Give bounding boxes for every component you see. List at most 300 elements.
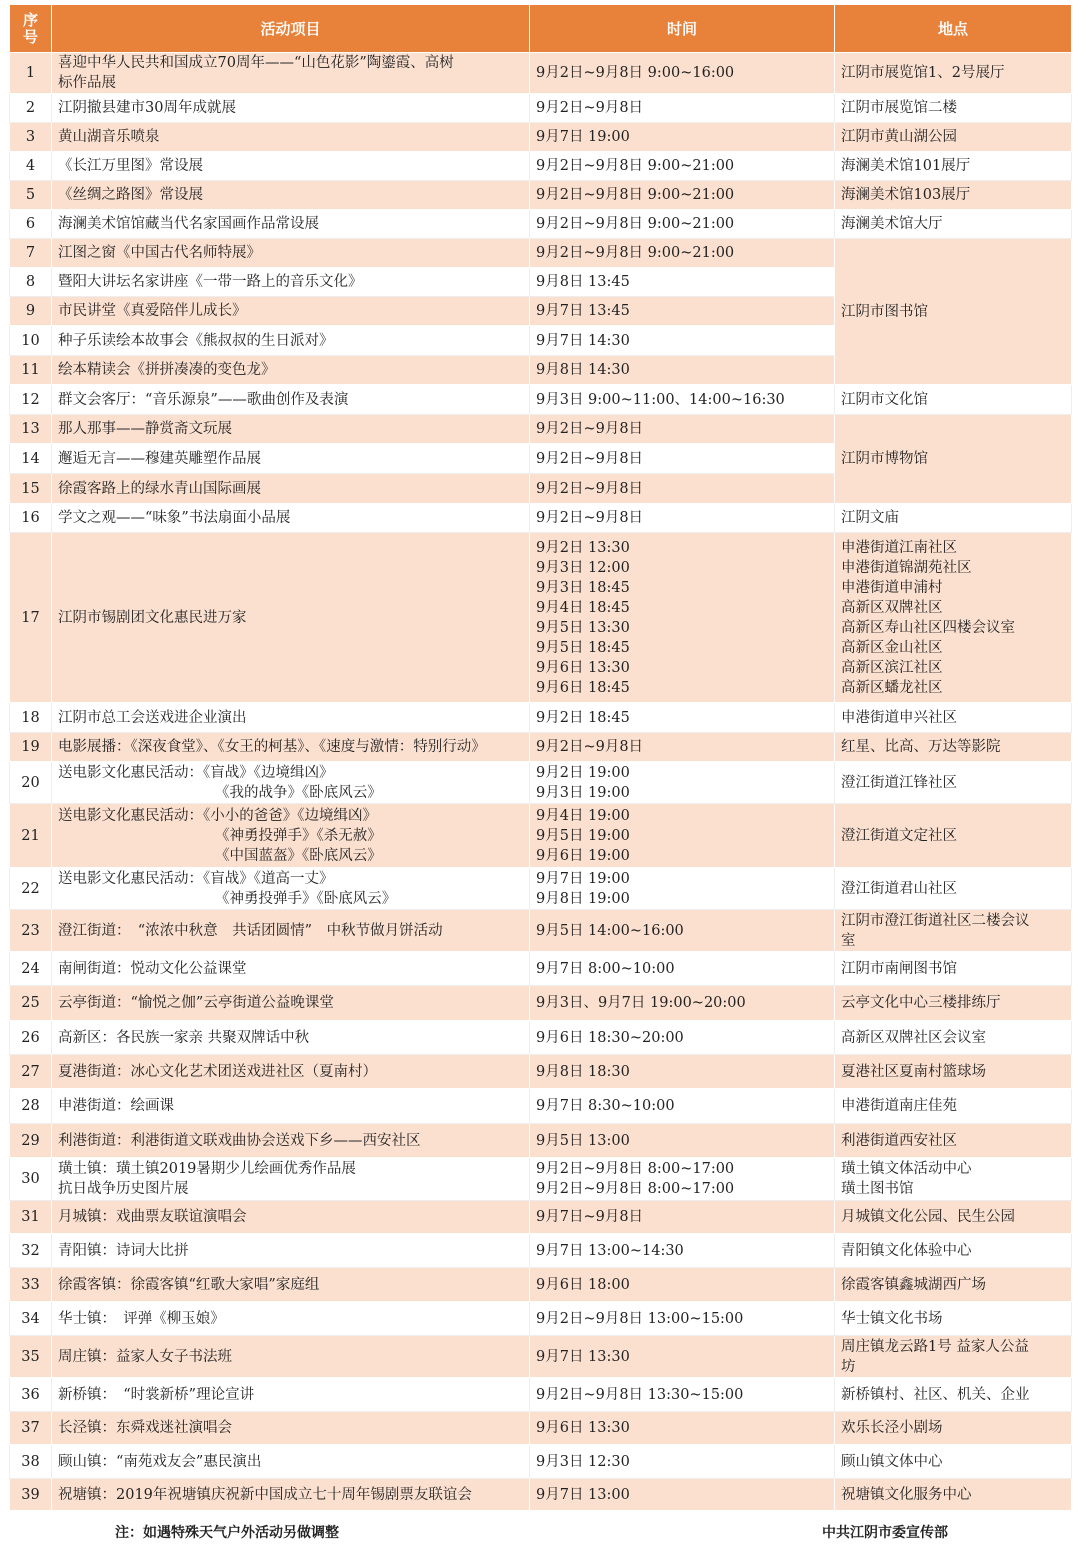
time-line: 9月7日 13:00	[536, 1486, 630, 1503]
activity-place	[835, 533, 1072, 703]
activity-time	[530, 356, 835, 385]
activity-time	[530, 123, 835, 152]
project-line: 群文会客厅：“音乐源泉”——歌曲创作及表演	[58, 391, 349, 408]
place-line: 海澜美术馆大厅	[841, 216, 943, 232]
activity-place	[835, 152, 1072, 181]
time-line: 9月3日 18:45	[536, 579, 630, 596]
row-number: 29	[10, 1124, 52, 1158]
place-line: 澄江街道君山社区	[841, 880, 957, 897]
place-line: 周庄镇龙云路1号 益家人公益	[841, 1338, 1029, 1355]
project-line: 华士镇： 评弹《柳玉娘》	[58, 1310, 225, 1327]
activity-time	[530, 1021, 835, 1055]
activity-place	[835, 762, 1072, 804]
place-line: 澄江街道江锋社区	[841, 774, 957, 791]
time-line: 9月2日 18:45	[536, 709, 630, 726]
activity-place	[835, 1055, 1072, 1089]
activity-project	[52, 1302, 530, 1336]
row-number: 3	[10, 123, 52, 152]
activity-place	[835, 733, 1072, 762]
time-line: 9月2日~9月8日	[536, 510, 644, 526]
activity-project	[52, 94, 530, 123]
project-line: 利港街道：利港街道文联戏曲协会送戏下乡——西安社区	[58, 1132, 421, 1149]
row-number: 35	[10, 1336, 52, 1378]
activity-place	[835, 1445, 1072, 1479]
activity-place	[835, 1124, 1072, 1158]
activity-place	[835, 1302, 1072, 1336]
time-line: 9月8日 19:00	[536, 890, 630, 907]
activity-time	[530, 1201, 835, 1234]
place-line: 江阴市展览馆二楼	[841, 100, 957, 116]
project-line: 祝塘镇：2019年祝塘镇庆祝新中国成立七十周年锡剧票友联谊会	[58, 1486, 472, 1503]
activity-place	[835, 1378, 1072, 1412]
project-line: 邂逅无言——穆建英雕塑作品展	[58, 450, 261, 467]
place-line: 坊	[841, 1358, 856, 1375]
place-line: 新桥镇村、社区、机关、企业	[841, 1386, 1030, 1403]
place-line: 室	[841, 932, 856, 949]
project-line: 江阴市总工会送戏进企业演出	[58, 709, 247, 726]
project-line: 抗日战争历史图片展	[58, 1181, 189, 1197]
table-row	[10, 181, 1072, 210]
table-row	[10, 1336, 1072, 1378]
activity-place	[835, 952, 1072, 986]
table-row	[10, 1412, 1072, 1445]
project-line: 海澜美术馆馆藏当代名家国画作品常设展	[58, 216, 319, 232]
row-number: 37	[10, 1412, 52, 1445]
activity-project	[52, 952, 530, 986]
table-row	[10, 385, 1072, 415]
place-line: 高新区寿山社区四楼会议室	[841, 619, 1015, 636]
table-row	[10, 1234, 1072, 1268]
row-number: 21	[10, 804, 52, 868]
row-number: 14	[10, 444, 52, 474]
place-line: 海澜美术馆101展厅	[841, 158, 971, 174]
project-line: 《神勇投弹手》《卧底风云》	[215, 890, 397, 907]
place-line: 申港街道南庄佳苑	[841, 1098, 957, 1114]
table-row	[10, 123, 1072, 152]
activity-time	[530, 53, 835, 94]
place-line: 江阴市图书馆	[841, 303, 928, 320]
row-number: 31	[10, 1201, 52, 1234]
table-row	[10, 94, 1072, 123]
time-line: 9月2日~9月8日 9:00~21:00	[536, 187, 735, 203]
place-line: 高新区双牌社区会议室	[841, 1029, 986, 1046]
time-line: 9月6日 13:30	[536, 659, 630, 676]
row-number: 15	[10, 474, 52, 504]
activity-time	[530, 94, 835, 123]
project-line: 喜迎中华人民共和国成立70周年——“山色花影”陶鎏霞、高树	[58, 55, 454, 71]
project-line: 月城镇：戏曲票友联谊演唱会	[58, 1209, 247, 1225]
activity-time	[530, 762, 835, 804]
time-line: 9月8日 14:30	[536, 362, 630, 378]
time-line: 9月2日~9月8日 9:00~16:00	[536, 65, 735, 81]
project-line: 周庄镇：益家人女子书法班	[58, 1348, 232, 1365]
table-row	[10, 1201, 1072, 1234]
time-line: 9月7日 13:45	[536, 303, 630, 319]
schedule-table-container	[9, 4, 1071, 1511]
activity-place	[835, 1234, 1072, 1268]
place-line: 欢乐长泾小剧场	[841, 1420, 943, 1436]
activity-project	[52, 181, 530, 210]
activity-time	[530, 533, 835, 703]
project-line: 新桥镇： “时裳新桥”理论宣讲	[58, 1386, 255, 1403]
activity-project	[52, 986, 530, 1021]
project-line: 徐霞客镇：徐霞客镇“红歌大家唱”家庭组	[58, 1276, 320, 1293]
row-number: 13	[10, 415, 52, 444]
time-line: 9月3日 12:30	[536, 1453, 630, 1470]
row-number: 9	[10, 297, 52, 326]
activity-project	[52, 210, 530, 239]
place-line: 江阴文庙	[841, 510, 899, 526]
row-number: 26	[10, 1021, 52, 1055]
time-line: 9月6日 18:00	[536, 1276, 630, 1293]
activity-project	[52, 474, 530, 504]
time-line: 9月2日~9月8日 9:00~21:00	[536, 158, 735, 174]
table-row	[10, 952, 1072, 986]
activity-project	[52, 868, 530, 910]
row-number: 5	[10, 181, 52, 210]
time-line: 9月4日 19:00	[536, 807, 630, 824]
time-line: 9月7日~9月8日	[536, 1209, 644, 1225]
activity-place	[835, 385, 1072, 415]
activity-place	[835, 94, 1072, 123]
row-number: 10	[10, 326, 52, 356]
time-line: 9月3日 19:00	[536, 784, 630, 801]
project-line: 江图之窗《中国古代名师特展》	[58, 245, 261, 261]
activity-project	[52, 1234, 530, 1268]
row-number: 38	[10, 1445, 52, 1479]
row-number: 28	[10, 1089, 52, 1124]
activity-time	[530, 268, 835, 297]
place-line: 红星、比高、万达等影院	[841, 739, 1001, 755]
project-line: 夏港街道：冰心文化艺术团送戏进社区（夏南村）	[58, 1063, 377, 1080]
row-number: 25	[10, 986, 52, 1021]
place-line: 祝塘镇文化服务中心	[841, 1486, 972, 1503]
row-number: 34	[10, 1302, 52, 1336]
activity-place	[835, 210, 1072, 239]
activity-place	[835, 910, 1072, 952]
project-line: 徐霞客路上的绿水青山国际画展	[58, 480, 261, 497]
time-line: 9月2日~9月8日 13:00~15:00	[536, 1310, 744, 1327]
time-line: 9月7日 8:00~10:00	[536, 960, 675, 977]
row-number: 24	[10, 952, 52, 986]
table-row	[10, 504, 1072, 533]
table-row	[10, 1378, 1072, 1412]
time-line: 9月5日 13:30	[536, 619, 630, 636]
project-line: 青阳镇：诗词大比拼	[58, 1242, 189, 1259]
table-row	[10, 1479, 1072, 1511]
project-line: 《我的战争》《卧底风云》	[215, 784, 382, 801]
place-line: 高新区金山社区	[841, 639, 943, 656]
activity-time	[530, 1158, 835, 1201]
table-body	[10, 53, 1072, 1511]
activity-place	[835, 804, 1072, 868]
project-line: 南闸街道：悦动文化公益课堂	[58, 960, 247, 977]
activity-project	[52, 1021, 530, 1055]
row-number: 6	[10, 210, 52, 239]
row-number: 33	[10, 1268, 52, 1302]
activity-project	[52, 1479, 530, 1511]
activity-time	[530, 703, 835, 733]
table-row	[10, 1158, 1072, 1201]
project-line: 江阴撤县建市30周年成就展	[58, 100, 236, 116]
row-number: 19	[10, 733, 52, 762]
time-line: 9月6日 18:30~20:00	[536, 1029, 684, 1046]
project-line: 送电影文化惠民活动：《盲战》《道高一丈》	[58, 870, 334, 887]
activity-time	[530, 152, 835, 181]
activity-project	[52, 1378, 530, 1412]
project-line: 绘本精读会《拼拼凑凑的变色龙》	[58, 362, 276, 378]
table-row	[10, 868, 1072, 910]
place-line: 申港街道江南社区	[841, 539, 957, 556]
time-line: 9月5日 13:00	[536, 1132, 630, 1149]
row-number: 11	[10, 356, 52, 385]
project-line: 《长江万里图》常设展	[58, 158, 203, 174]
project-line: 澄江街道： “浓浓中秋意 共话团圆情” 中秋节做月饼活动	[58, 922, 443, 939]
time-line: 9月8日 13:45	[536, 274, 630, 290]
place-line: 申港街道锦湖苑社区	[841, 559, 972, 576]
activity-project	[52, 703, 530, 733]
activity-project	[52, 504, 530, 533]
activity-project	[52, 1445, 530, 1479]
table-row	[10, 1124, 1072, 1158]
table-header-row	[10, 5, 1072, 53]
activity-project	[52, 239, 530, 268]
activity-project	[52, 53, 530, 94]
project-line: 顾山镇：“南苑戏友会”惠民演出	[58, 1453, 262, 1470]
table-row	[10, 703, 1072, 733]
activity-project	[52, 1089, 530, 1124]
project-line: 标作品展	[58, 75, 116, 91]
activity-place	[835, 504, 1072, 533]
project-line: 申港街道：绘画课	[58, 1098, 174, 1114]
activity-project	[52, 1201, 530, 1234]
activity-project	[52, 123, 530, 152]
activity-time	[530, 1055, 835, 1089]
activity-place	[835, 1479, 1072, 1511]
project-line: 璜土镇：璜土镇2019暑期少儿绘画优秀作品展	[58, 1161, 356, 1177]
activity-place	[835, 415, 1072, 504]
activity-time	[530, 415, 835, 444]
time-line: 9月2日~9月8日	[536, 100, 644, 116]
time-line: 9月2日~9月8日	[536, 739, 644, 755]
activity-project	[52, 297, 530, 326]
place-line: 月城镇文化公园、民生公园	[841, 1209, 1015, 1225]
project-line: 种子乐读绘本故事会《熊叔叔的生日派对》	[58, 332, 334, 349]
row-number: 17	[10, 533, 52, 703]
activity-time	[530, 1445, 835, 1479]
row-number: 39	[10, 1479, 52, 1511]
table-row	[10, 53, 1072, 94]
table-row	[10, 1055, 1072, 1089]
project-line: 那人那事——静赏斋文玩展	[58, 421, 232, 437]
time-line: 9月8日 18:30	[536, 1063, 630, 1080]
activity-time	[530, 239, 835, 268]
time-line: 9月5日 19:00	[536, 827, 630, 844]
table-row	[10, 1302, 1072, 1336]
place-line: 高新区蟠龙社区	[841, 679, 943, 696]
header-place: 地点	[835, 5, 1072, 53]
activity-time	[530, 474, 835, 504]
time-line: 9月2日~9月8日 9:00~21:00	[536, 216, 735, 232]
row-number: 1	[10, 53, 52, 94]
table-row	[10, 533, 1072, 703]
time-line: 9月3日 9:00~11:00、14:00~16:30	[536, 391, 785, 408]
activity-time	[530, 385, 835, 415]
time-line: 9月2日~9月8日 8:00~17:00	[536, 1161, 735, 1177]
project-line: 暨阳大讲坛名家讲座《一带一路上的音乐文化》	[58, 274, 363, 290]
time-line: 9月2日 13:30	[536, 539, 630, 556]
place-line: 利港街道西安社区	[841, 1132, 957, 1149]
activity-project	[52, 910, 530, 952]
row-number: 22	[10, 868, 52, 910]
row-number: 30	[10, 1158, 52, 1201]
place-line: 云亭文化中心三楼排练厅	[841, 995, 1001, 1011]
time-line: 9月7日 8:30~10:00	[536, 1098, 675, 1114]
activity-time	[530, 733, 835, 762]
activity-place	[835, 1336, 1072, 1378]
activity-time	[530, 804, 835, 868]
place-line: 海澜美术馆103展厅	[841, 187, 971, 203]
time-line: 9月6日 13:30	[536, 1420, 630, 1436]
row-number: 12	[10, 385, 52, 415]
activity-time	[530, 952, 835, 986]
activity-time	[530, 1479, 835, 1511]
time-line: 9月4日 18:45	[536, 599, 630, 616]
activity-time	[530, 868, 835, 910]
activity-place	[835, 53, 1072, 94]
time-line: 9月7日 14:30	[536, 332, 630, 349]
time-line: 9月7日 13:30	[536, 1348, 630, 1365]
header-time: 时间	[530, 5, 835, 53]
activity-time	[530, 1234, 835, 1268]
footer-department: 中共江阴市委宣传部	[822, 1525, 948, 1541]
time-line: 9月7日 19:00	[536, 129, 630, 145]
time-line: 9月2日~9月8日	[536, 421, 644, 437]
project-line: 《中国蓝盔》《卧底风云》	[215, 847, 382, 864]
activity-project	[52, 415, 530, 444]
place-line: 申港街道申兴社区	[841, 709, 957, 726]
activity-place	[835, 703, 1072, 733]
table-row	[10, 415, 1072, 444]
time-line: 9月7日 19:00	[536, 870, 630, 887]
project-line: 江阴市锡剧团文化惠民进万家	[58, 609, 247, 626]
row-number: 23	[10, 910, 52, 952]
time-line: 9月5日 18:45	[536, 639, 630, 656]
activity-place	[835, 1089, 1072, 1124]
activity-time	[530, 504, 835, 533]
table-row	[10, 239, 1072, 268]
project-line: 长泾镇：东舜戏迷社演唱会	[58, 1420, 232, 1436]
footer	[0, 1522, 1080, 1546]
row-number: 36	[10, 1378, 52, 1412]
activity-project	[52, 804, 530, 868]
row-number: 16	[10, 504, 52, 533]
row-number: 32	[10, 1234, 52, 1268]
activity-project	[52, 1124, 530, 1158]
header-project: 活动项目	[52, 5, 530, 53]
activity-place	[835, 1201, 1072, 1234]
activity-place	[835, 868, 1072, 910]
project-line: 《丝绸之路图》常设展	[58, 187, 203, 203]
table-row	[10, 210, 1072, 239]
activity-project	[52, 762, 530, 804]
place-line: 江阴市博物馆	[841, 451, 928, 467]
place-line: 澄江街道文定社区	[841, 827, 957, 844]
time-line: 9月2日 19:00	[536, 764, 630, 781]
activity-place	[835, 1021, 1072, 1055]
activity-time	[530, 444, 835, 474]
activity-project	[52, 1268, 530, 1302]
row-number: 8	[10, 268, 52, 297]
header-seq: 序号	[10, 5, 52, 53]
time-line: 9月6日 19:00	[536, 847, 630, 864]
activity-project	[52, 1055, 530, 1089]
place-line: 江阴市展览馆1、2号展厅	[841, 65, 1005, 81]
project-line: 学文之观——“味象”书法扇面小品展	[58, 510, 291, 526]
footer-note: 注：如遇特殊天气户外活动另做调整	[115, 1525, 339, 1541]
place-line: 华士镇文化书场	[841, 1310, 943, 1327]
time-line: 9月5日 14:00~16:00	[536, 922, 684, 939]
activity-project	[52, 326, 530, 356]
time-line: 9月2日~9月8日 13:30~15:00	[536, 1386, 744, 1403]
table-row	[10, 762, 1072, 804]
project-line: 电影展播：《深夜食堂》、《女王的柯基》、《速度与激情：特别行动》	[58, 739, 486, 755]
table-row	[10, 1268, 1072, 1302]
place-line: 高新区滨江社区	[841, 659, 943, 676]
project-line: 《神勇投弹手》《杀无赦》	[215, 827, 382, 844]
time-line: 9月3日、9月7日 19:00~20:00	[536, 995, 746, 1011]
activity-time	[530, 210, 835, 239]
table-row	[10, 804, 1072, 868]
table-row	[10, 733, 1072, 762]
place-line: 江阴市澄江街道社区二楼会议	[841, 912, 1030, 929]
row-number: 27	[10, 1055, 52, 1089]
row-number: 20	[10, 762, 52, 804]
activity-time	[530, 1268, 835, 1302]
project-line: 云亭街道：“愉悦之伽”云亭街道公益晚课堂	[58, 995, 334, 1011]
table-row	[10, 1445, 1072, 1479]
activity-time	[530, 1124, 835, 1158]
activity-time	[530, 1336, 835, 1378]
activity-place	[835, 1268, 1072, 1302]
activity-place	[835, 239, 1072, 385]
table-row	[10, 910, 1072, 952]
activity-time	[530, 1302, 835, 1336]
place-line: 徐霞客镇鑫城湖西广场	[841, 1276, 986, 1293]
activity-place	[835, 123, 1072, 152]
project-line: 送电影文化惠民活动：《小小的爸爸》《边境缉凶》	[58, 807, 377, 824]
activity-time	[530, 910, 835, 952]
table-row	[10, 152, 1072, 181]
place-line: 江阴市文化馆	[841, 391, 928, 408]
schedule-table	[9, 4, 1072, 1511]
time-line: 9月3日 12:00	[536, 559, 630, 576]
table-row	[10, 1089, 1072, 1124]
activity-time	[530, 326, 835, 356]
activity-time	[530, 1089, 835, 1124]
time-line: 9月2日~9月8日	[536, 450, 644, 467]
place-line: 江阴市南闸图书馆	[841, 960, 957, 977]
activity-project	[52, 444, 530, 474]
row-number: 2	[10, 94, 52, 123]
time-line: 9月7日 13:00~14:30	[536, 1242, 684, 1259]
place-line: 申港街道申浦村	[841, 579, 943, 596]
activity-project	[52, 356, 530, 385]
activity-place	[835, 1158, 1072, 1201]
project-line: 送电影文化惠民活动：《盲战》《边境缉凶》	[58, 764, 334, 781]
project-line: 高新区：各民族一家亲 共聚双牌话中秋	[58, 1029, 310, 1046]
activity-time	[530, 297, 835, 326]
